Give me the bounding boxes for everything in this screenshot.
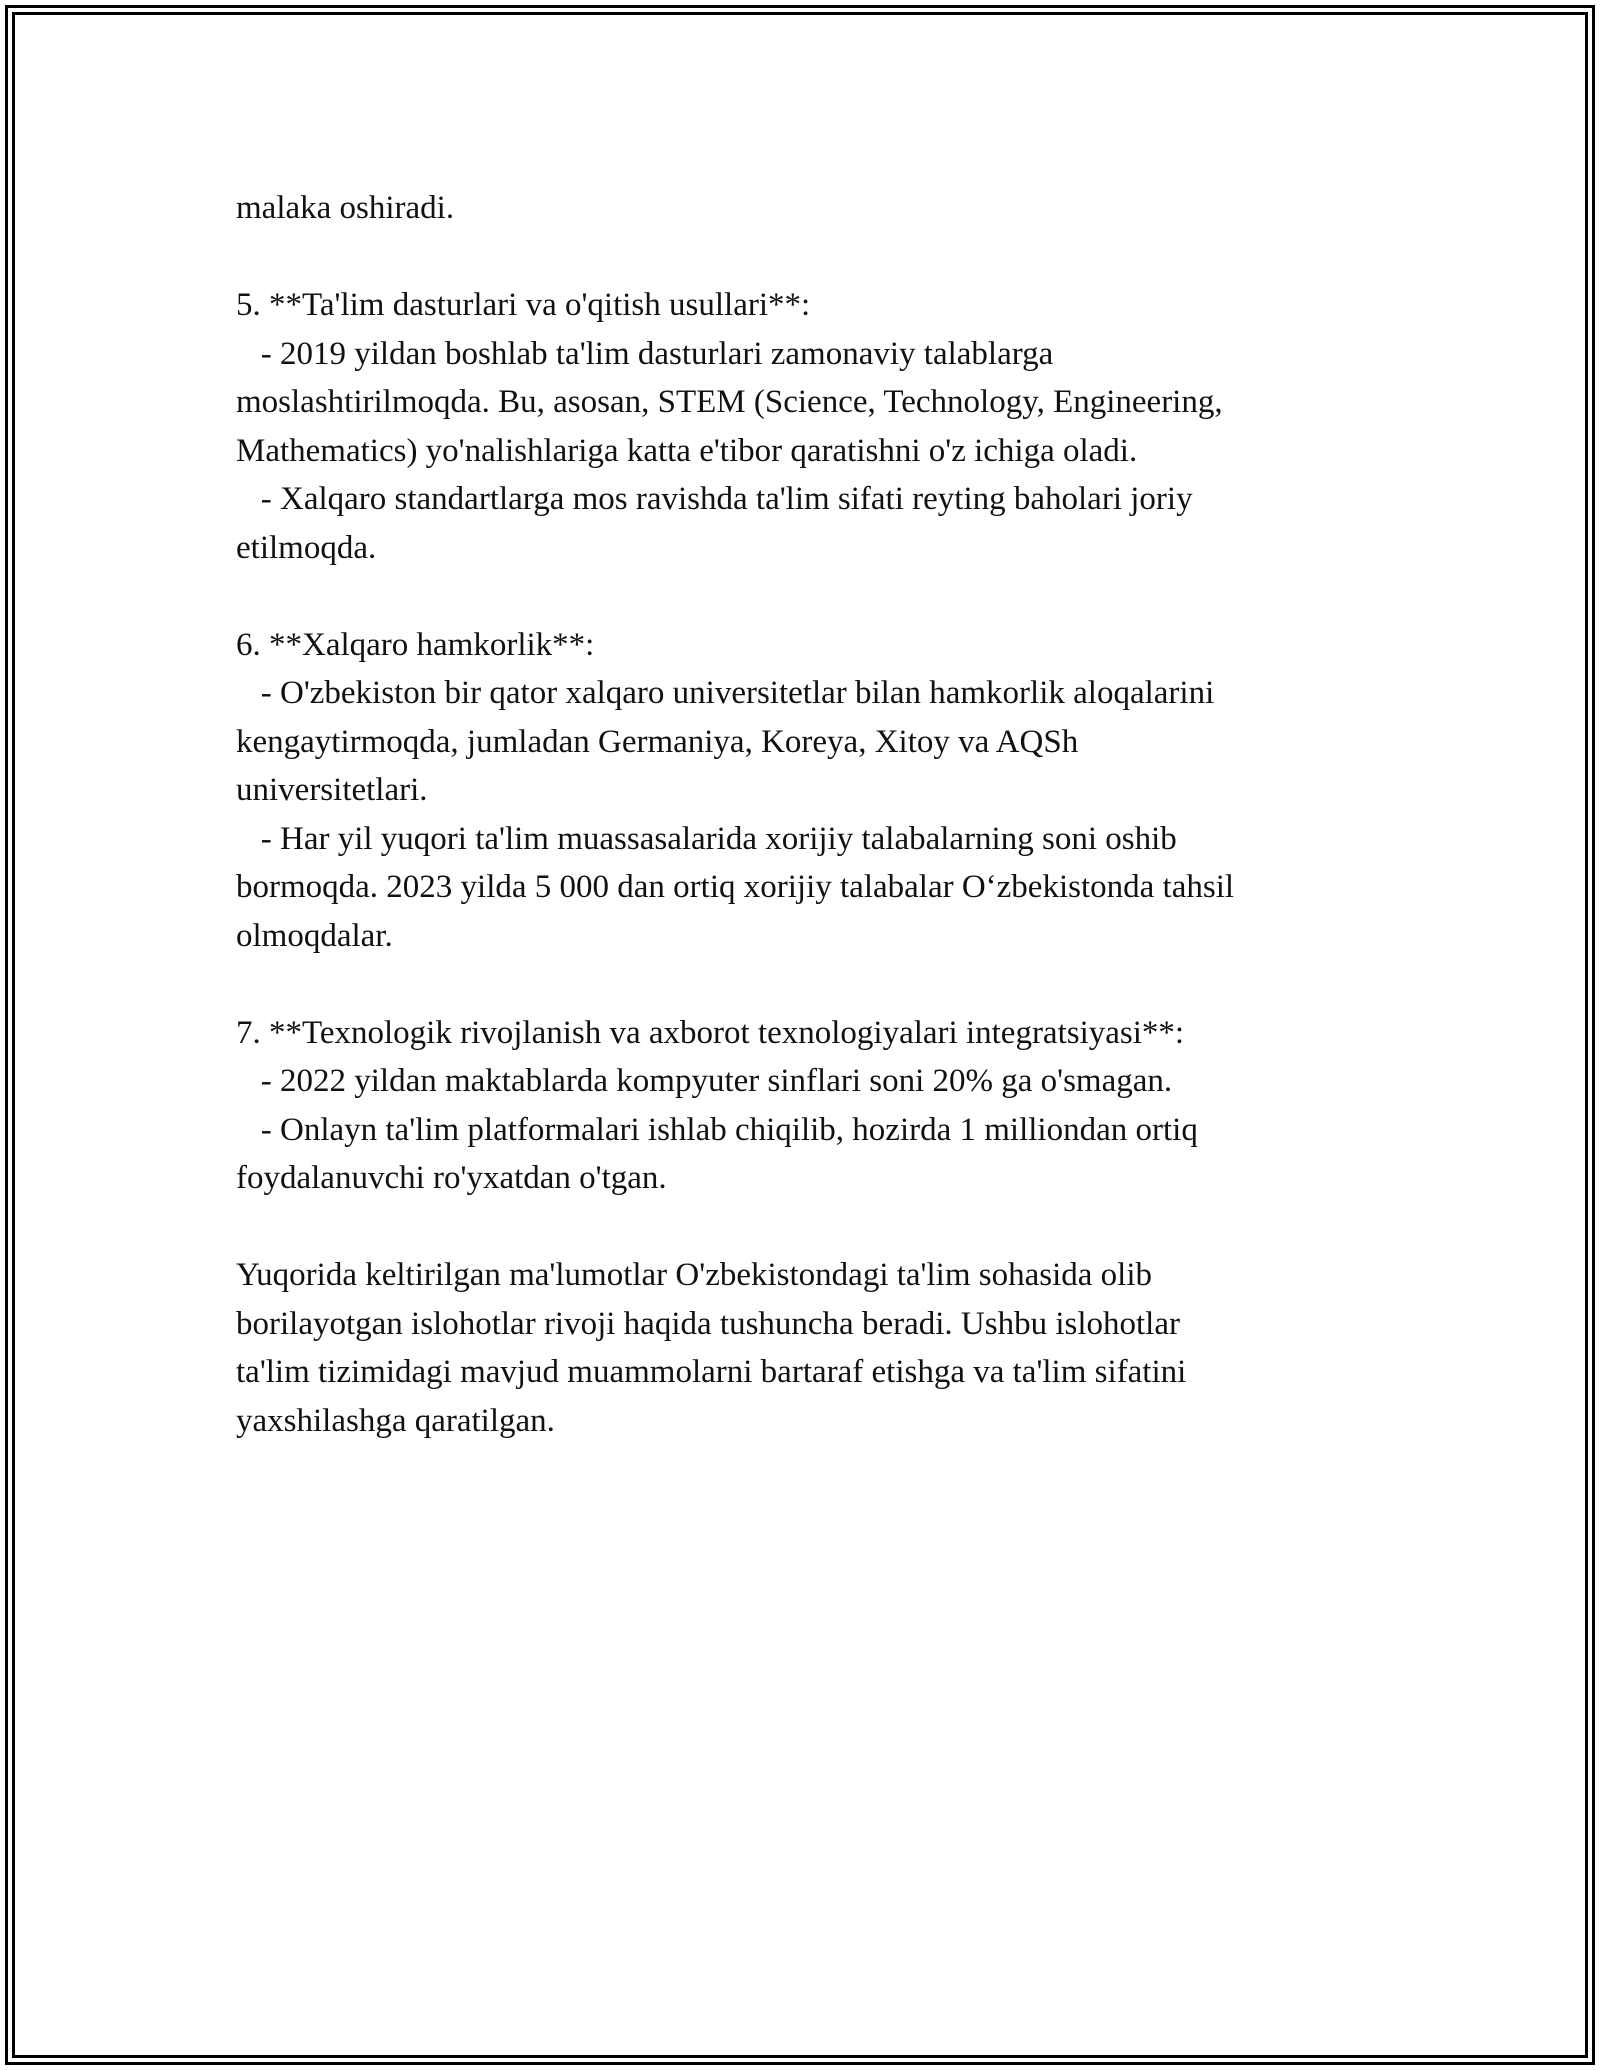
blank-line bbox=[236, 572, 1376, 621]
blank-line bbox=[236, 960, 1376, 1009]
text-line: bormoqda. 2023 yilda 5 000 dan ortiq xorijiy talabalar O‘zbekistonda tahsil bbox=[236, 869, 1235, 905]
conclusion-line: Yuqorida keltirilgan ma'lumotlar O'zbekistondagi ta'lim sohasida olib bbox=[236, 1257, 1152, 1293]
text-line: malaka oshiradi. bbox=[236, 190, 455, 226]
conclusion-line: yaxshilashga qaratilgan. bbox=[236, 1402, 555, 1439]
text-line: etilmoqda. bbox=[236, 529, 377, 566]
text-line: moslashtirilmoqda. Bu, asosan, STEM (Science, Technology, Engineering, bbox=[236, 384, 1223, 420]
text-line: - 2022 yildan maktablarda kompyuter sinflari soni 20% ga o'smagan. bbox=[236, 1063, 1173, 1099]
document-body bbox=[236, 184, 1376, 1445]
section-7-heading: 7. **Texnologik rivojlanish va axborot texnologiyalari integratsiyasi**: bbox=[236, 1014, 1185, 1051]
text-line: - Xalqaro standartlarga mos ravishda ta'lim sifati reyting baholari joriy bbox=[236, 481, 1193, 517]
text-line: foydalanuvchi ro'yxatdan o'tgan. bbox=[236, 1160, 667, 1196]
section-6-heading: 6. **Xalqaro hamkorlik**: bbox=[236, 626, 595, 663]
text-line: - Har yil yuqori ta'lim muassasalarida xorijiy talabalarning soni oshib bbox=[236, 820, 1177, 857]
text-line: olmoqdalar. bbox=[236, 917, 393, 954]
conclusion-line: ta'lim tizimidagi mavjud muammolarni bartaraf etishga va ta'lim sifatini bbox=[236, 1354, 1187, 1390]
conclusion-line: borilayotgan islohotlar rivoji haqida tushuncha beradi. Ushbu islohotlar bbox=[236, 1305, 1180, 1342]
text-line: kengaytirmoqda, jumladan Germaniya, Koreya, Xitoy va AQSh bbox=[236, 723, 1079, 760]
text-line: Mathematics) yo'nalishlariga katta e'tibor qaratishni o'z ichiga oladi. bbox=[236, 432, 1138, 469]
text-line: - 2019 yildan boshlab ta'lim dasturlari zamonaviy talablarga bbox=[236, 335, 1054, 372]
blank-line bbox=[236, 1203, 1376, 1252]
section-5-heading: 5. **Ta'lim dasturlari va o'qitish usullari**: bbox=[236, 287, 811, 323]
text-line: - O'zbekiston bir qator xalqaro universitetlar bilan hamkorlik aloqalarini bbox=[236, 675, 1215, 711]
text-line: - Onlayn ta'lim platformalari ishlab chiqilib, hozirda 1 milliondan ortiq bbox=[236, 1111, 1198, 1148]
text-line: universitetlari. bbox=[236, 772, 428, 808]
blank-line bbox=[236, 233, 1376, 282]
